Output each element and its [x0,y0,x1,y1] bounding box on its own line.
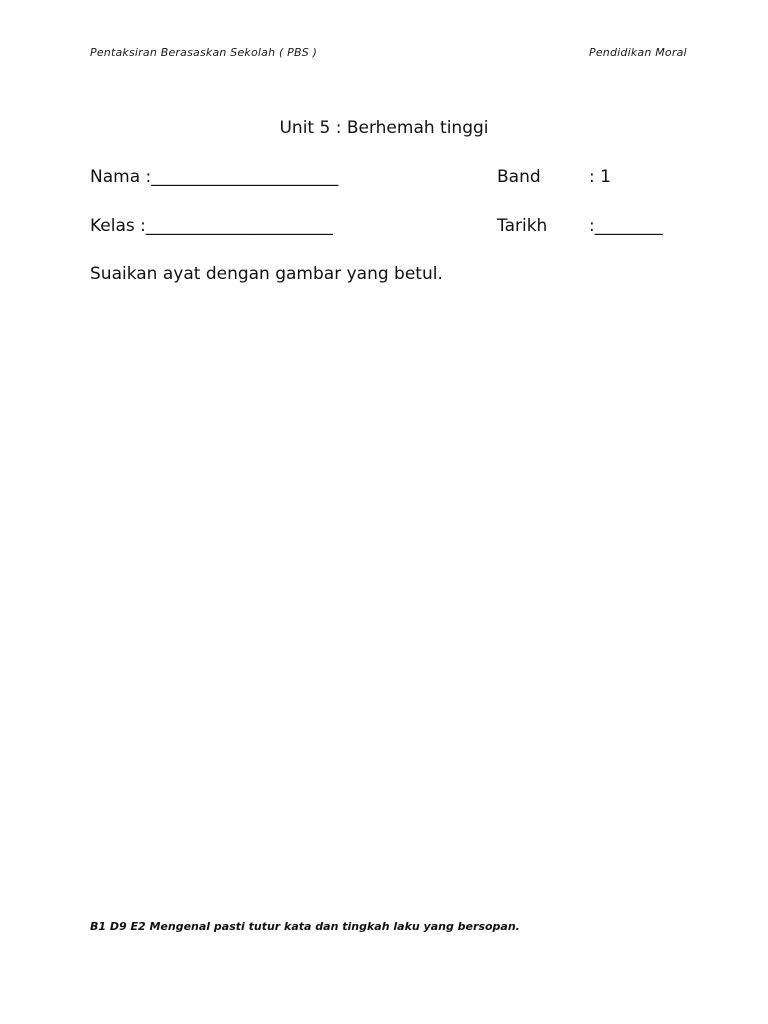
learning-standard-note: B1 D9 E2 Mengenal pasti tutur kata dan tingkah laku yang bersopan. [90,920,520,933]
header-assessment-title: Pentaksiran Berasaskan Sekolah ( PBS ) [90,46,318,59]
tarikh-field: :________ [589,216,663,236]
kelas-field: Kelas :______________________ [90,216,333,236]
band-value: : 1 [589,167,611,187]
tarikh-label: Tarikh [497,216,548,236]
instruction-text: Suaikan ayat dengan gambar yang betul. [90,264,443,284]
header-subject: Pendidikan Moral [589,46,687,59]
page-title: Unit 5 : Berhemah tinggi [279,118,489,138]
nama-field: Nama :______________________ [90,167,339,187]
band-label: Band [497,167,541,187]
